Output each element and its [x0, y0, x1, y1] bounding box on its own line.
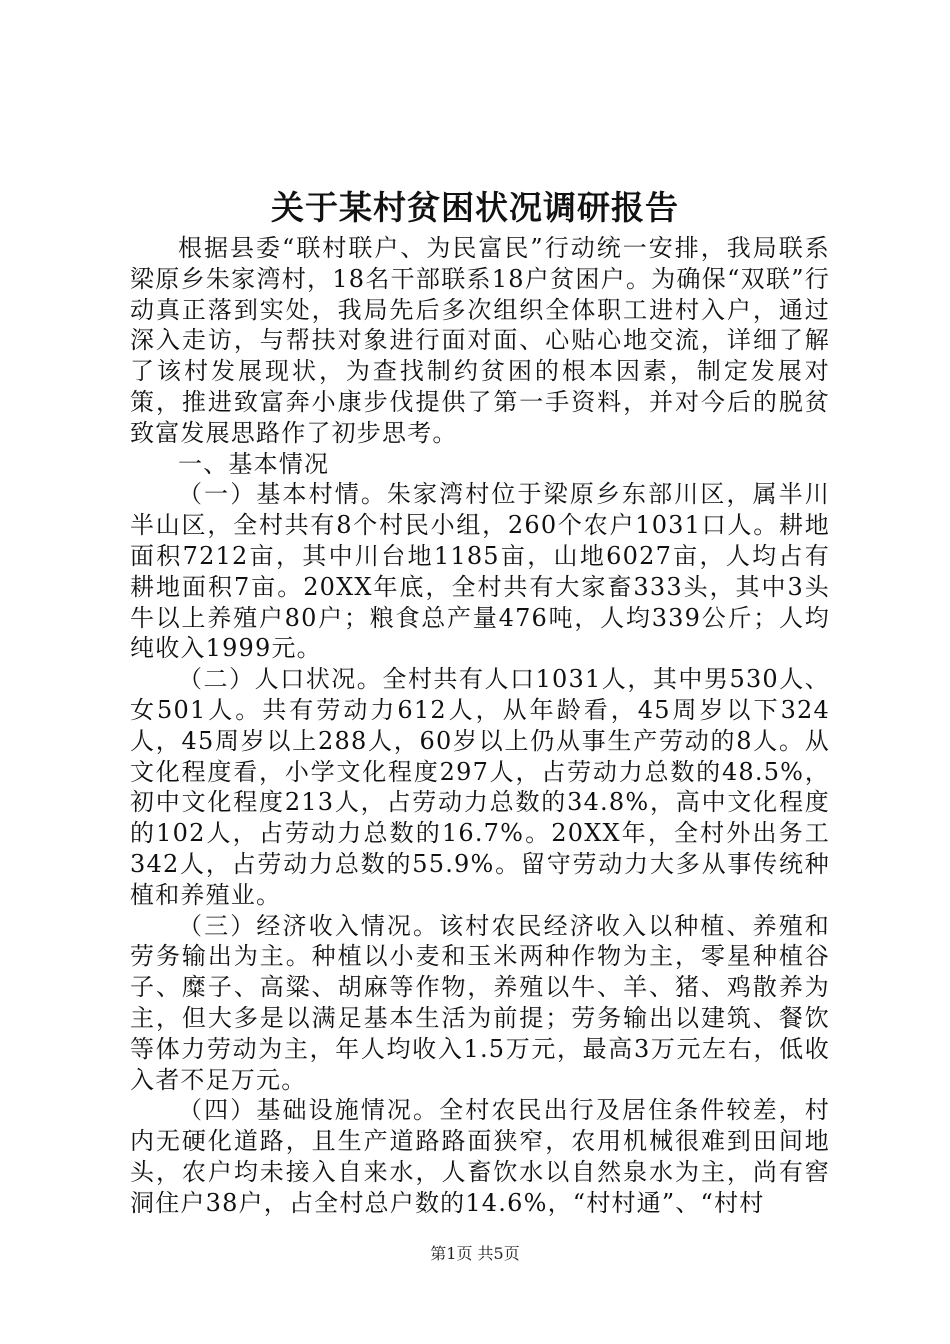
page-number-footer: 第1页 共5页 — [430, 1244, 520, 1263]
section-heading-basic-situation: 一、基本情况 — [178, 449, 330, 478]
paragraph-economic-income: （三）经济收入情况。该村农民经济收入以种植、养殖和劳务输出为主。种植以小麦和玉米两种作物为主，零星种植谷子、糜子、高粱、胡麻等作物，养殖以牛、羊、猪、鸡散养为主，但大多是以满足基本生活为前提；劳务输出以建筑、餐饮等体力劳动为主，年人均收入1.5万元，最高3万元左右，低收入者不足万元。 — [130, 911, 830, 1094]
intro-paragraph: 根据县委“联村联户、为民富民”行动统一安排，我局联系梁原乡朱家湾村，18名干部联系18户贫困户。为确保“双联”行动真正落到实处，我局先后多次组织全体职工进村入户，通过深入走访，与帮扶对象进行面对面、心贴心地交流，详细了解了该村发展现状，为查找制约贫困的根本因素，制定发展对策，推进致富奔小康步伐提供了第一手资料，并对今后的脱贫致富发展思路作了初步思考。 — [130, 234, 830, 447]
paragraph-infrastructure: （四）基础设施情况。全村农民出行及居住条件较差，村内无硬化道路，且生产道路路面狭窄，农用机械很难到田间地头，农户均未接入自来水，人畜饮水以自然泉水为主，尚有窖洞住户38户，占全村总户数的14.6%，“村村通”、“村村 — [130, 1096, 830, 1217]
paragraph-village-overview: （一）基本村情。朱家湾村位于梁原乡东部川区，属半川半山区，全村共有8个村民小组，260个农户1031口人。耕地面积7212亩，其中川台地1185亩，山地6027亩，人均占有耕地面积7亩。20XX年底，全村共有大家畜333头，其中3头牛以上养殖户80户；粮食总产量476吨，人均339公斤；人均纯收入1999元。 — [130, 480, 830, 663]
document-title: 关于某村贫困状况调研报告 — [271, 188, 679, 227]
document-body — [130, 233, 830, 1219]
paragraph-population: （二）人口状况。全村共有人口1031人，其中男530人、女501人。共有劳动力612人，从年龄看，45周岁以下324人，45周岁以上288人，60岁以上仍从事生产劳动的8人。从文化程度看，小学文化程度297人，占劳动力总数的48.5%，初中文化程度213人，占劳动力总数的34.8%，高中文化程度的102人，占劳动力总数的16.7%。20XX年，全村外出务工342人，占劳动力总数的55.9%。留守劳动力大多从事传统种植和养殖业。 — [130, 665, 830, 909]
